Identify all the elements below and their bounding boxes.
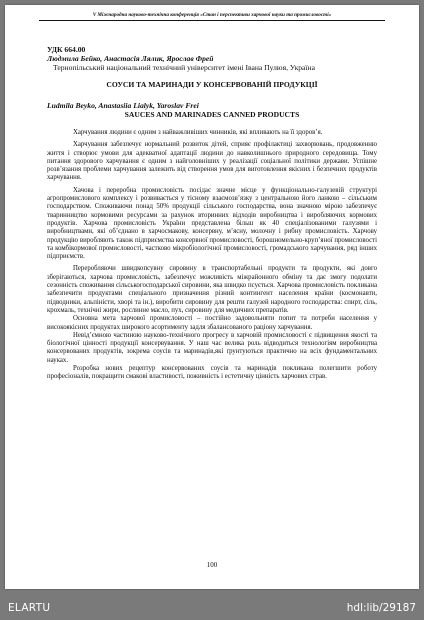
- paragraph-2: Харчування забезпечує нормальний розвиток дітей, сприяє профілактиці захворювань, продовженню життя і створює умови для адекватної адаптації людини до навколишнього природного середовища. Тому питання здорового харчування є одним з найголовніших у реалізації соціальної політики держави. Успішне розв’язання проблеми харчування залежить від створення умов для виготовлення якісних і безпечних продуктів харчування.: [47, 141, 377, 182]
- paragraph-4: Переробляючи швидкопсувну сировину в транспортабельні продукти та продукти, які довго зберігаються, харчова промисловість, забезпечує можливість міжрайонного обміну та дає змогу подолати сезонність споживання сільськогосподарської сировини, яка швидко псується. Харчова промисловість покликана забезпечити продуктами спеціального призначення різний контингент населення країни (космонавти, підводники, альпіністи, хворі та ін.), виробити сировину для решти галузей народного господарства: спирт, сіль, крохмаль, технічні жири, рослинне масло, пух, сировину для медичних препаратів.: [47, 265, 377, 314]
- paragraph-3: Хачова і переробна промисловість посідає значне місце у функціонально-галузевій структурі агропромислового комплексу і розвивається у тісному взаємозв’язку з центральною його ланкою – сільським господарством. Споживаючи понад 50% продукції сільського господарства, вона значною мірою забезпечує тваринництво кормовими ресурсами за рахунок вторинних відходів виробництва і виробляючих кормових продуктів. Харчова промисловість України представлена більш як 40 спеціалізованими галузями і виробництвами, які об’єднано в харчосмакову, консервну, м’ясну, молочну і рибну промисловість. Харчову продукцію виробляють також підприємства консервної промисловості, борошномельно-круп’яної промисловості та комбікормової промисловості, частково мікробіологічної промисловості, громадського харчування, ряд інших підприємств.: [47, 186, 377, 261]
- page-number: 100: [206, 561, 218, 569]
- title-english: SAUCES AND MARINADES CANNED PRODUCTS: [124, 110, 300, 119]
- affiliation: Тернопільський національний технічний університет імені Івана Пулюя, Україна: [53, 63, 315, 72]
- header-rule: [39, 20, 385, 21]
- paragraph-6: Невід’ємною частиною науково-технічного прогресу в харчовій промисловості є підвищення якості та біологічної цінності продукції консервування. У наш час велика роль відводиться технологіям виробництва консервованих продуктів, зокрема соусів та маринадів,які ґрунтуються практично на всіх фундаментальних науках.: [47, 331, 377, 364]
- handle-identifier: hdl:lib/29187: [346, 602, 416, 614]
- udc-code: УДК 664.00: [47, 45, 86, 54]
- paragraph-1: Харчування людини є одним з найважливіших чинників, які впливають на її здоров’я.: [73, 129, 323, 136]
- article-content: [47, 45, 377, 382]
- paragraph-7: Розробка нових рецептур консервованих соусів та маринадів покликана полегшити роботу професіоналів, покращити смакові властивості, поживність і естетичну цінність харчових страв.: [47, 365, 377, 381]
- article-body: [47, 129, 377, 382]
- document-page: [5, 5, 419, 589]
- repository-name: ELARTU: [8, 602, 51, 614]
- running-header: V Міжнародна науково-технічна конференція «Стан і перспективи харчової науки та промисловості»: [92, 12, 332, 18]
- paragraph-5: Основна мета харчової промисловості – постійно задовольняти попит та потреби населення у високоякісних продуктах широкого асортименту задля збалансованого раціону харчування.: [47, 315, 377, 331]
- authors-english: Ludmila Beyko, Anastasiia Lialyk, Yaroslav Frei: [47, 101, 199, 110]
- authors-ukrainian: Людмила Бейко, Анастасія Лялик, Ярослав Фрей: [47, 54, 214, 63]
- title-ukrainian: СОУСИ ТА МАРИНАДИ У КОНСЕРВОВАНІЙ ПРОДУКЦІЇ: [106, 80, 318, 89]
